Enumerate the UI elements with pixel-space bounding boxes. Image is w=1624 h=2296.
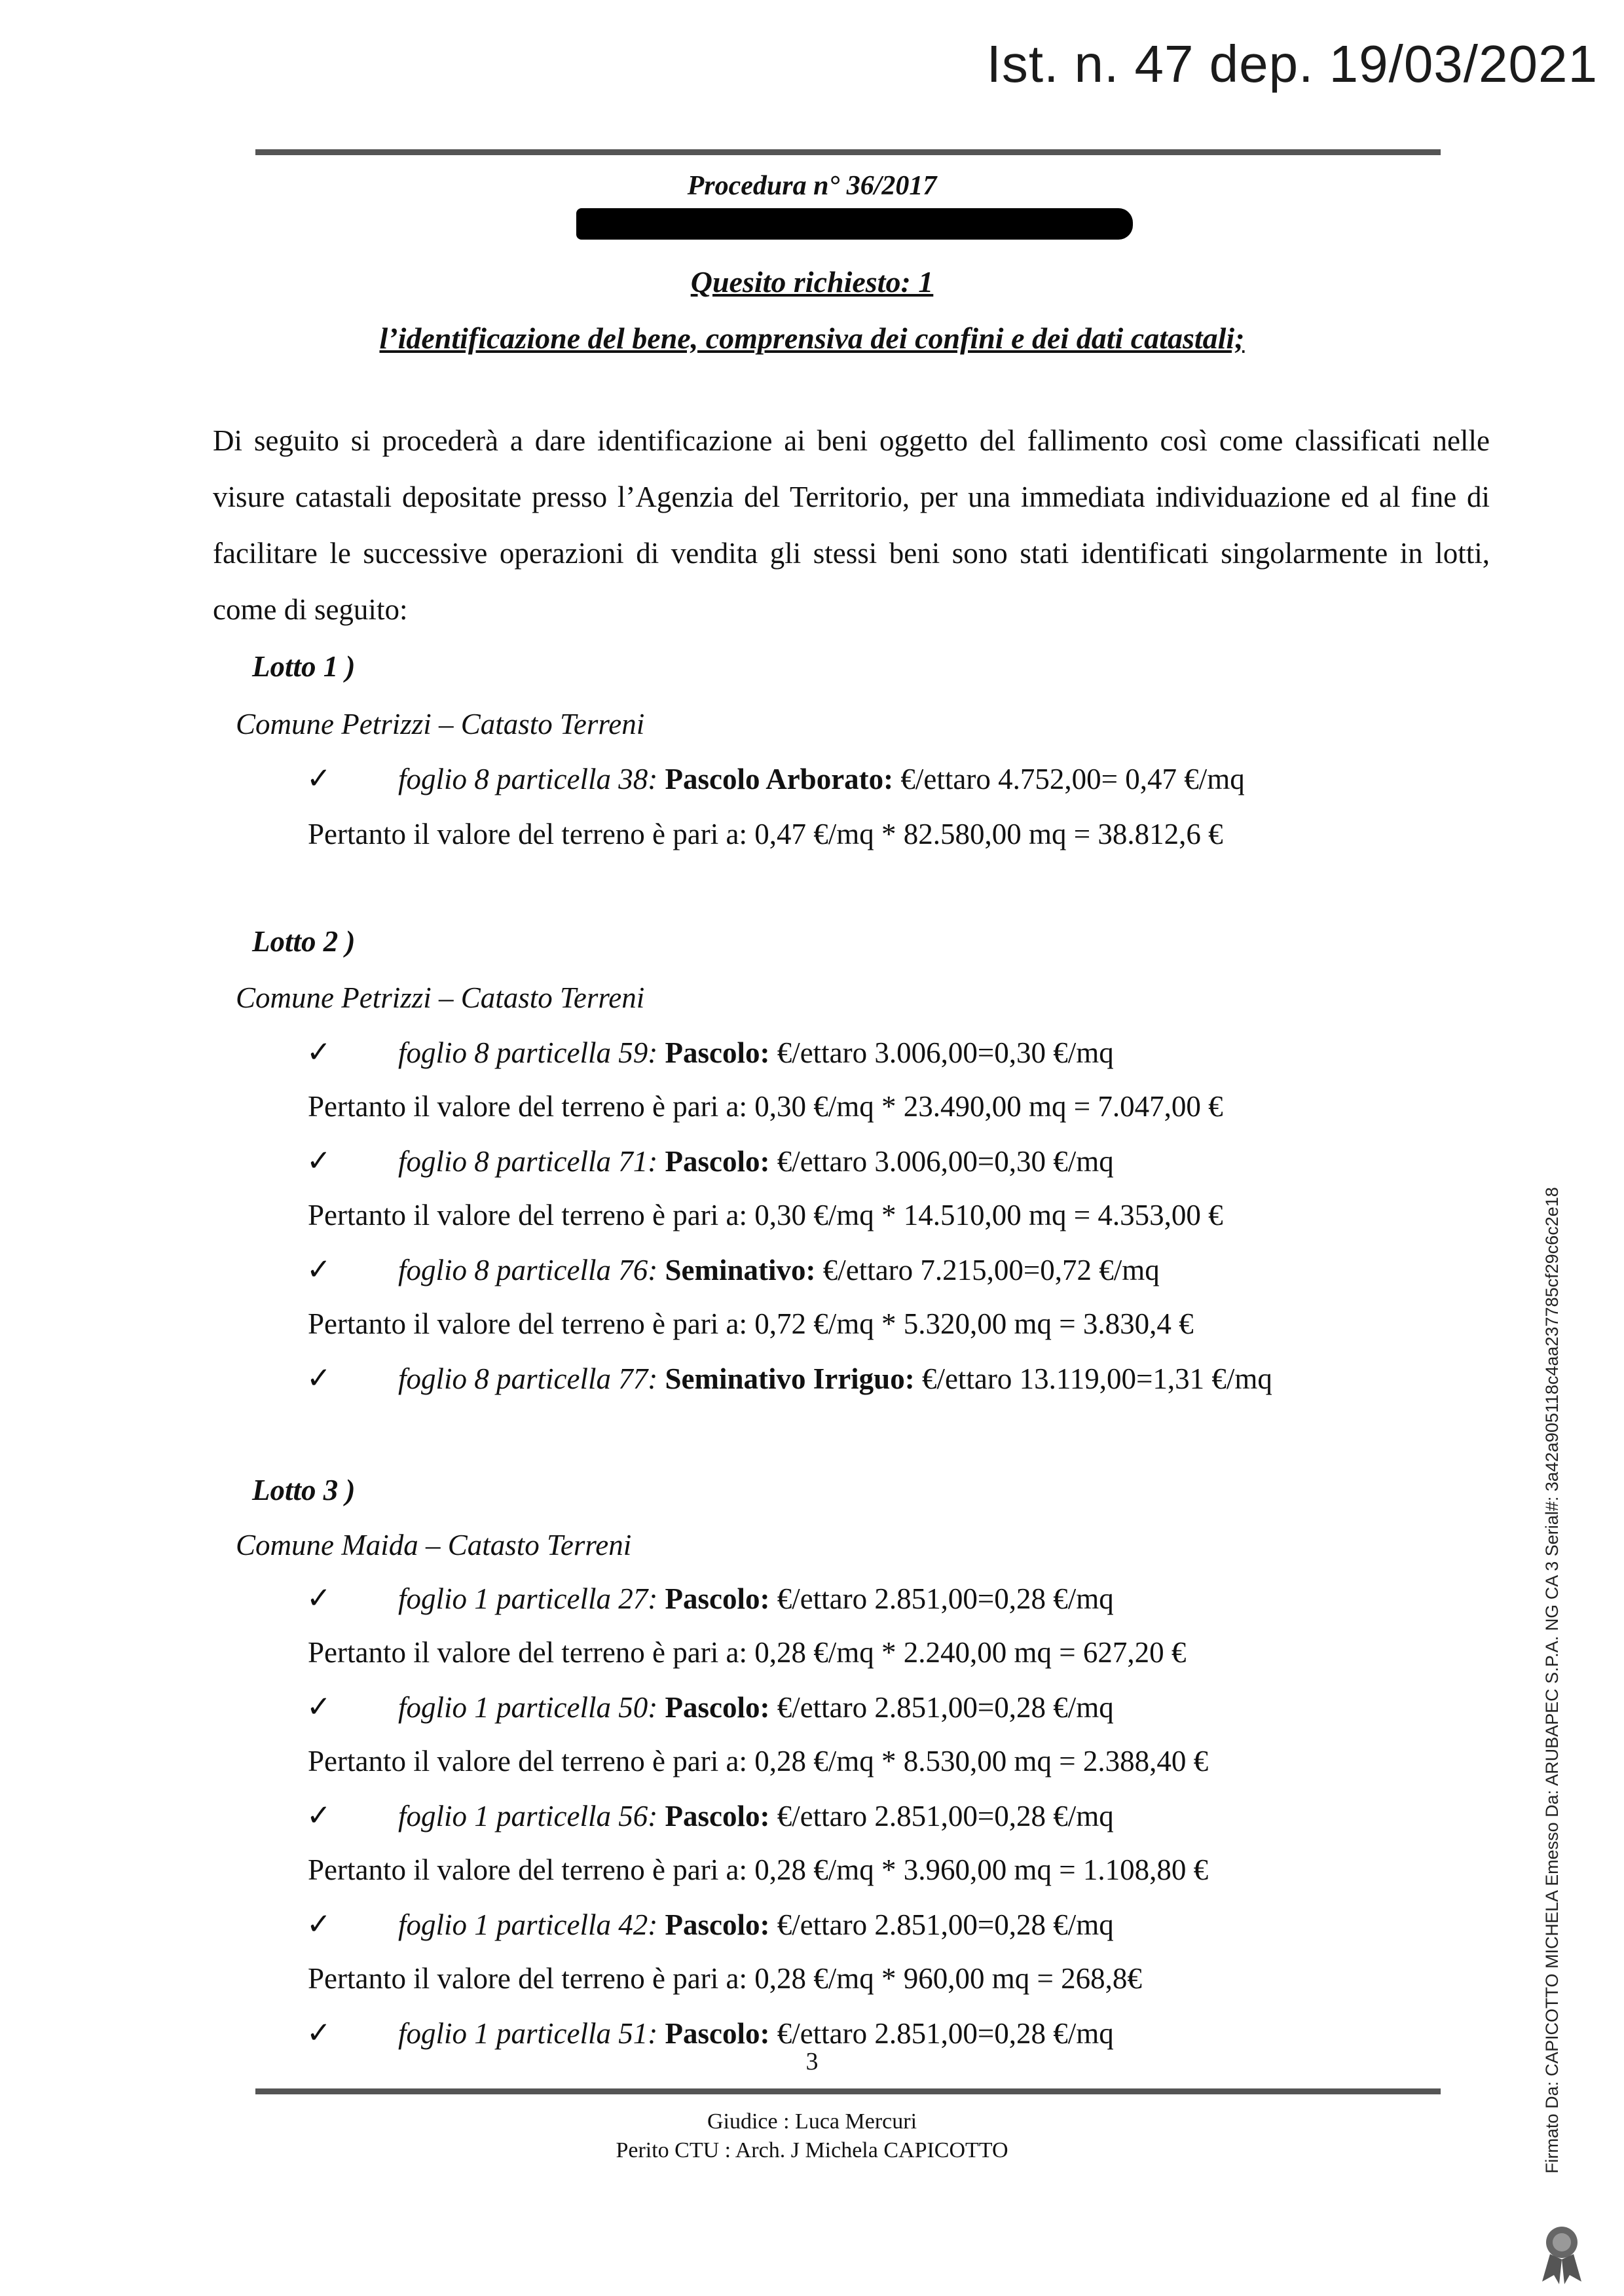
- valore-terreno: Pertanto il valore del terreno è pari a: 0,30 €/mq * 14.510,00 mq = 4.353,00 €: [308, 1199, 1223, 1231]
- comune-label: Comune Petrizzi – Catasto Terreni: [236, 708, 645, 740]
- valore-terreno: Pertanto il valore del terreno è pari a: 0,30 €/mq * 23.490,00 mq = 7.047,00 €: [308, 1090, 1223, 1123]
- check-mark-icon: ✓: [306, 762, 331, 795]
- lotto-title: Lotto 1 ): [252, 650, 356, 683]
- comune-label: Comune Petrizzi – Catasto Terreni: [236, 981, 645, 1014]
- footer-giudice: Giudice : Luca Mercuri: [707, 2109, 917, 2134]
- signature-seal-icon: [1536, 2223, 1588, 2285]
- check-mark-icon: ✓: [306, 1690, 331, 1723]
- foglio-entry: foglio 8 particella 76: Seminativo: €/ettaro 7.215,00=0,72 €/mq: [398, 1254, 1160, 1286]
- foglio-entry: foglio 1 particella 27: Pascolo: €/ettaro 2.851,00=0,28 €/mq: [398, 1582, 1114, 1615]
- valore-terreno: Pertanto il valore del terreno è pari a: 0,47 €/mq * 82.580,00 mq = 38.812,6 €: [308, 818, 1223, 850]
- valore-terreno: Pertanto il valore del terreno è pari a: 0,28 €/mq * 2.240,00 mq = 627,20 €: [308, 1636, 1187, 1669]
- intro-paragraph: Di seguito si procederà a dare identificazione ai beni oggetto del fallimento così come classificati nelle visure catastali depositate presso l’Agenzia del Territorio, per una immediata individuazione ed al fine di facilitare le successive operazioni di vendita gli stessi beni sono stati identificati singolarmente in lotti, come di seguito:: [213, 424, 1490, 626]
- redaction-bar: [576, 208, 1133, 240]
- valore-terreno: Pertanto il valore del terreno è pari a: 0,28 €/mq * 960,00 mq = 268,8€: [308, 1962, 1142, 1995]
- foglio-entry: foglio 8 particella 59: Pascolo: €/ettaro 3.006,00=0,30 €/mq: [398, 1036, 1114, 1069]
- digital-signature: Firmato Da: CAPICOTTO MICHELA Emesso Da: ARUBAPEC S.P.A. NG CA 3 Serial#: 3a42a905118c4aa237785cf29c6c2e18: [1542, 1187, 1562, 2174]
- check-mark-icon: ✓: [306, 1253, 331, 1286]
- foglio-entry: foglio 1 particella 51: Pascolo: €/ettaro 2.851,00=0,28 €/mq: [398, 2017, 1114, 2050]
- footer-rule: [255, 2088, 1441, 2094]
- foglio-entry: foglio 8 particella 77: Seminativo Irriguo: €/ettaro 13.119,00=1,31 €/mq: [398, 1362, 1272, 1395]
- check-mark-icon: ✓: [306, 1362, 331, 1394]
- procedura-number: Procedura n° 36/2017: [687, 171, 937, 201]
- header-rule: [255, 149, 1441, 155]
- foglio-entry: foglio 1 particella 42: Pascolo: €/ettaro 2.851,00=0,28 €/mq: [398, 1908, 1114, 1941]
- check-mark-icon: ✓: [306, 1799, 331, 1832]
- lotto-title: Lotto 2 ): [252, 925, 356, 958]
- check-mark-icon: ✓: [306, 2016, 331, 2049]
- page-number: 3: [805, 2048, 819, 2075]
- check-mark-icon: ✓: [306, 1908, 331, 1941]
- valore-terreno: Pertanto il valore del terreno è pari a: 0,72 €/mq * 5.320,00 mq = 3.830,4 €: [308, 1307, 1194, 1340]
- footer-perito: Perito CTU : Arch. J Michela CAPICOTTO: [616, 2138, 1008, 2162]
- deposit-stamp: Ist. n. 47 dep. 19/03/2021: [986, 35, 1598, 93]
- foglio-entry: foglio 1 particella 56: Pascolo: €/ettaro 2.851,00=0,28 €/mq: [398, 1800, 1114, 1832]
- foglio-entry: foglio 8 particella 71: Pascolo: €/ettaro 3.006,00=0,30 €/mq: [398, 1145, 1114, 1178]
- foglio-entry: foglio 1 particella 50: Pascolo: €/ettaro 2.851,00=0,28 €/mq: [398, 1691, 1114, 1724]
- lotto-title: Lotto 3 ): [252, 1474, 356, 1506]
- check-mark-icon: ✓: [306, 1582, 331, 1614]
- check-mark-icon: ✓: [306, 1036, 331, 1068]
- identificazione-heading: l’identificazione del bene, comprensiva dei confini e dei dati catastali;: [379, 321, 1245, 355]
- valore-terreno: Pertanto il valore del terreno è pari a: 0,28 €/mq * 8.530,00 mq = 2.388,40 €: [308, 1745, 1209, 1777]
- check-mark-icon: ✓: [306, 1144, 331, 1177]
- quesito-heading: Quesito richiesto: 1: [690, 265, 934, 299]
- comune-label: Comune Maida – Catasto Terreni: [236, 1529, 632, 1561]
- foglio-entry: foglio 8 particella 38: Pascolo Arborato: €/ettaro 4.752,00= 0,47 €/mq: [398, 763, 1245, 795]
- valore-terreno: Pertanto il valore del terreno è pari a: 0,28 €/mq * 3.960,00 mq = 1.108,80 €: [308, 1853, 1209, 1886]
